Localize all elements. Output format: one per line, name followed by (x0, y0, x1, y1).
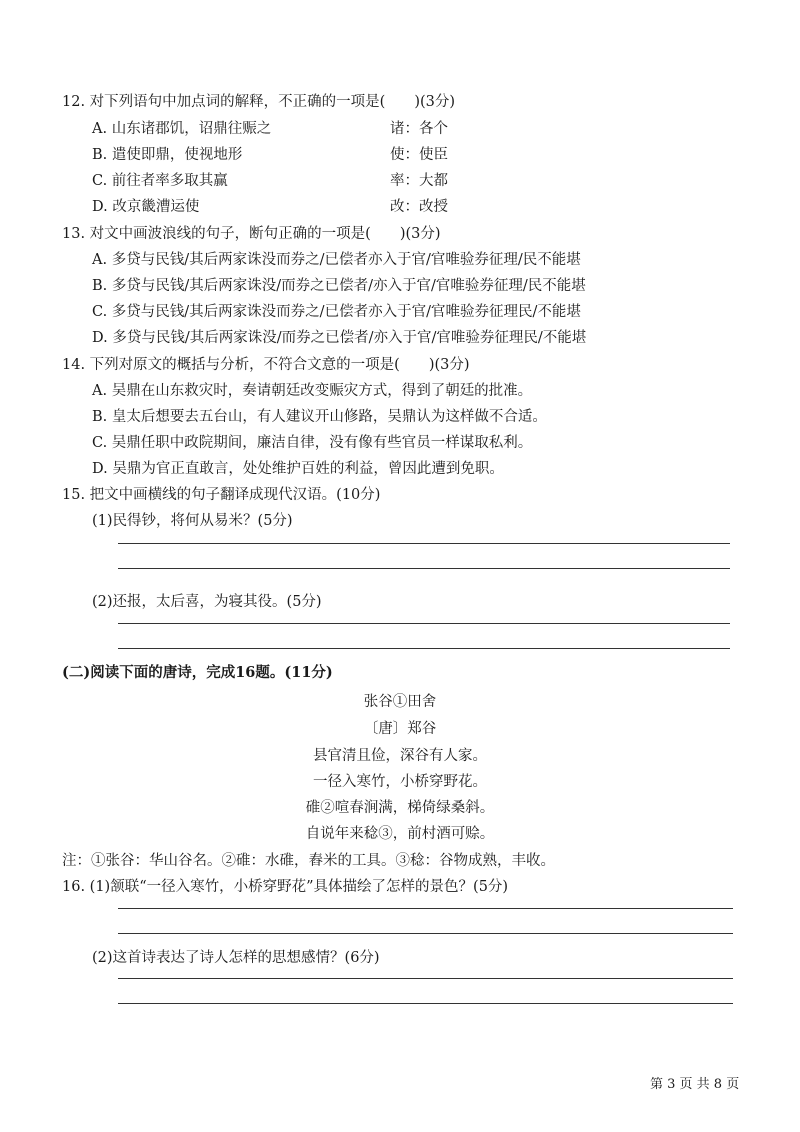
q13-option-a: A. 多贷与民钱/其后两家诛没而券之/已偿者亦入于官/官唯验券征理/民不能堪 (92, 252, 581, 268)
q16-2-answer-line-2[interactable] (118, 1003, 733, 1004)
poem-notes: 注：①张谷：华山谷名。②碓：水碓，舂米的工具。③稔：谷物成熟，丰收。 (62, 853, 555, 869)
q13-stem: 13. 对文中画波浪线的句子，断句正确的一项是( )(3分) (62, 226, 441, 242)
q14-stem: 14. 下列对原文的概括与分析，不符合文意的一项是( )(3分) (62, 357, 470, 373)
poem-line-3: 碓②喧春涧满，梯倚绿桑斜。 (305, 800, 495, 816)
q12-option-b: B. 遣使即鼎，使视地形 (92, 147, 243, 163)
poem-line-1: 县官清且俭，深谷有人家。 (313, 748, 487, 764)
q13-option-b: B. 多贷与民钱/其后两家诛没/而券之已偿者/亦入于官/官唯验券征理/民不能堪 (92, 278, 586, 294)
poem-title: 张谷①田舍 (363, 694, 437, 710)
q15-2-answer-line-2[interactable] (118, 648, 730, 649)
q12-option-a: A. 山东诸郡饥，诏鼎往赈之 (92, 121, 272, 137)
q15-1-answer-line-1[interactable] (118, 543, 730, 544)
q13-option-d: D. 多贷与民钱/其后两家诛没/而券之已偿者/亦入于官/官唯验券征理民/不能堪 (92, 330, 587, 346)
q15-stem: 15. 把文中画横线的句子翻译成现代汉语。(10分) (62, 487, 381, 503)
q13-option-c: C. 多贷与民钱/其后两家诛没而券之/已偿者亦入于官/官唯验券征理民/不能堪 (92, 304, 581, 320)
page-number: 第 3 页 共 8 页 (650, 1077, 740, 1092)
poem-line-4: 自说年来稔③，前村酒可赊。 (305, 826, 495, 842)
q16-sub1: 16. (1)颔联“一径入寒竹，小桥穿野花”具体描绘了怎样的景色？(5分) (62, 879, 509, 895)
q12-option-d: D. 改京畿漕运使 (92, 199, 200, 215)
q16-1-answer-line-2[interactable] (118, 933, 733, 934)
q14-option-b: B. 皇太后想要去五台山，有人建议开山修路，吴鼎认为这样做不合适。 (92, 409, 547, 425)
poem-line-2: 一径入寒竹，小桥穿野花。 (313, 774, 487, 790)
q12-option-c: C. 前往者率多取其赢 (92, 173, 228, 189)
q16-1-answer-line-1[interactable] (118, 908, 733, 909)
q12-stem: 12. 对下列语句中加点词的解释，不正确的一项是( )(3分) (62, 94, 456, 110)
q15-sub1: (1)民得钞，将何从易米？(5分) (92, 513, 293, 529)
q16-2-answer-line-1[interactable] (118, 978, 733, 979)
q15-sub2: (2)还报，太后喜，为寝其役。(5分) (92, 594, 322, 610)
section-heading: (二)阅读下面的唐诗，完成16题。(11分) (62, 664, 333, 681)
q15-2-answer-line-1[interactable] (118, 623, 730, 624)
q12-gloss-b: 使：使臣 (390, 147, 448, 163)
q14-option-a: A. 吴鼎在山东救灾时，奏请朝廷改变赈灾方式，得到了朝廷的批准。 (92, 383, 533, 399)
q12-gloss-a: 诸：各个 (390, 121, 448, 137)
q14-option-c: C. 吴鼎任职中政院期间，廉洁自律，没有像有些官员一样谋取私利。 (92, 435, 533, 451)
q16-sub2: (2)这首诗表达了诗人怎样的思想感情？(6分) (92, 950, 380, 966)
q14-option-d: D. 吴鼎为官正直敢言，处处维护百姓的利益，曾因此遭到免职。 (92, 461, 504, 477)
q12-gloss-c: 率：大都 (390, 173, 448, 189)
q12-gloss-d: 改：改授 (390, 199, 448, 215)
q15-1-answer-line-2[interactable] (118, 568, 730, 569)
poem-author: 〔唐〕郑谷 (363, 721, 437, 737)
